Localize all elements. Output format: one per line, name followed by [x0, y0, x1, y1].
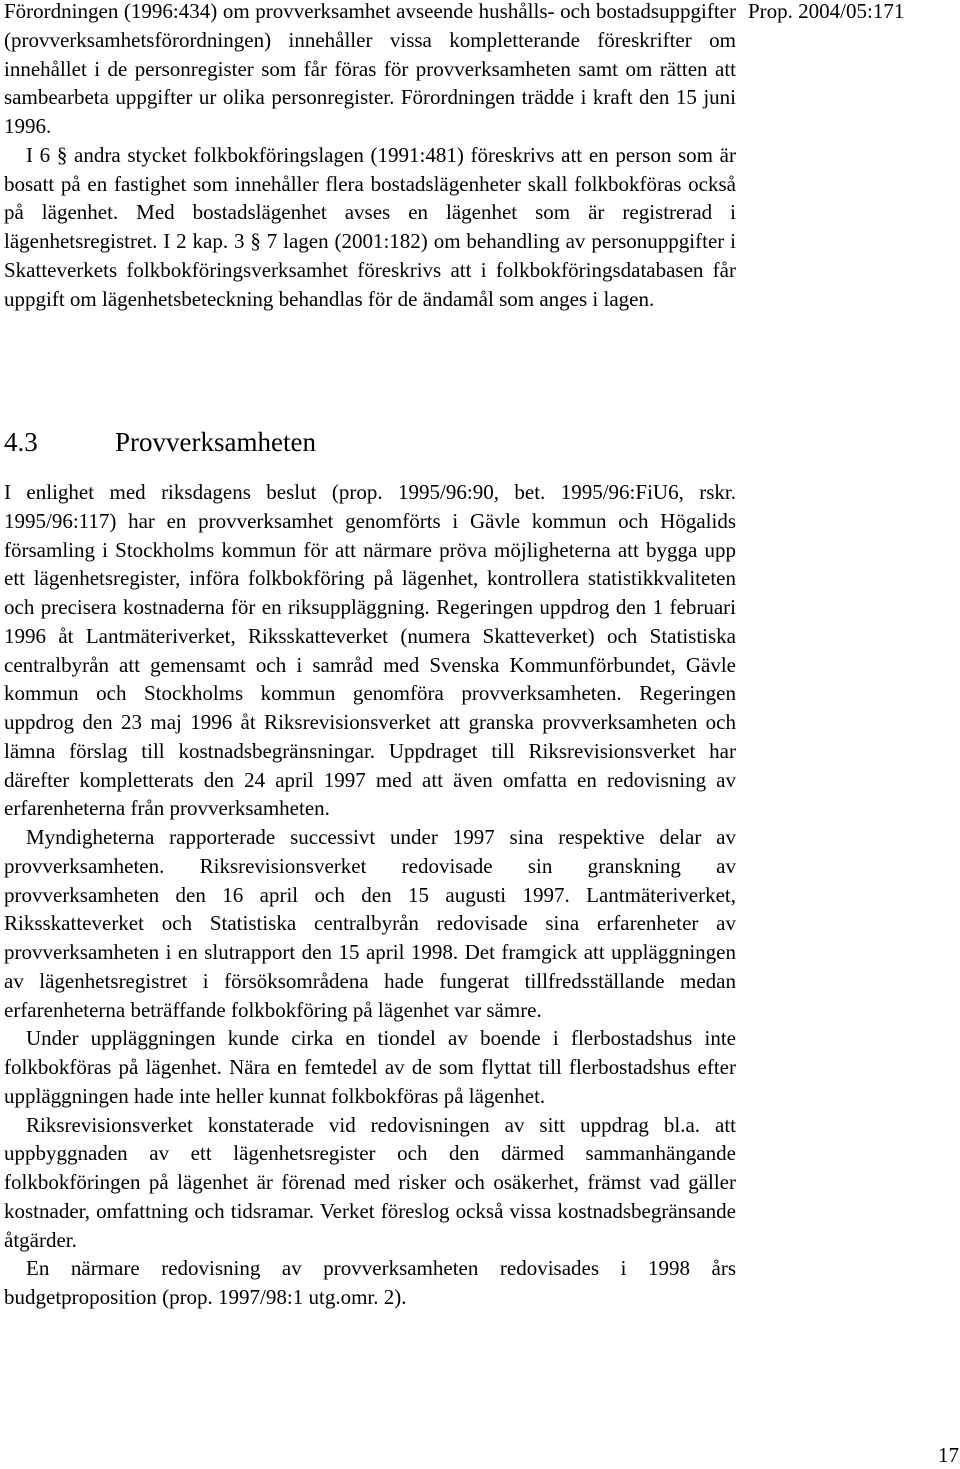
section-body-column [4, 478, 736, 1312]
paragraph-riksrevisionsverket-konstaterade: Riksrevisionsverket konstaterade vid redovisningen av sitt uppdrag bl.a. att uppbyggnaden av ett lägenhetsregister och den därmed sammanhängande folkbokföringen på lägenhet är förenad med risker och osäkerhet, främst vad gäller kostnader, omfattning och tidsramar. Verket föreslog också vissa kostnadsbegränsande åtgärder. [4, 1112, 736, 1252]
top-text-column [4, 0, 736, 313]
paragraph-provverksamhet-genomford: I enlighet med riksdagens beslut (prop. 1995/96:90, bet. 1995/96:FiU6, rskr. 1995/96:117) har en provverksamhet genomförts i Gävle kommun och Högalids församling i Stockholms kommun för att närmare pröva möjligheterna att bygga upp ett lägenhetsregister, införa folkbokföring på lägenhet, kontrollera statistikkvaliteten och precisera kostnaderna för en riksuppläggning. Regeringen uppdrog den 1 februari 1996 åt Lantmäteriverket, Riksskatteverket (numera Skatteverket) och Statistiska centralbyrån att gemensamt och i samråd med Svenska Kommunförbundet, Gävle kommun och Stockholms kommun genomföra provverksamheten. Regeringen uppdrog den 23 maj 1996 åt Riksrevisionsverket att granska provverksamheten och lämna förslag till kostnadsbegränsningar. Uppdraget till Riksrevisionsverket har därefter kompletterats den 24 april 1997 med att även omfatta en redovisning av erfarenheterna från provverksamheten. [4, 480, 736, 821]
paragraph-folkbokforingslagen: I 6 § andra stycket folkbokföringslagen (1991:481) föreskrivs att en person som är bosatt på en fastighet som innehåller flera bostadslägenheter skall folkbokföras också på lägenhet. Med bostadslägenhet avses en lägenhet som är registrerad i lägenhetsregistret. I 2 kap. 3 § 7 lagen (2001:182) om behandling av personuppgifter i Skatteverkets folkbokföringsverksamhet föreskrivs att i folkbokföringsdatabasen får uppgift om lägenhetsbeteckning behandlas för de ändamål som anges i lagen. [4, 142, 736, 311]
paragraph-narmare-redovisning: En närmare redovisning av provverksamheten redovisades i 1998 års budgetproposition (prop. 1997/98:1 utg.omr. 2). [4, 1256, 736, 1309]
page-number: 17 [938, 1443, 959, 1467]
paragraph-under-upplaggningen: Under uppläggningen kunde cirka en tiondel av boende i flerbostadshus inte folkbokföras på lägenhet. Nära en femtedel av de som flyttat till flerbostadshus efter uppläggningen hade inte heller kunnat folkbokföras på lägenhet. [4, 1026, 736, 1108]
section-number: 4.3 [4, 427, 38, 457]
paragraph-provverksamhetsforordningen: Förordningen (1996:434) om provverksamhet avseende hushålls- och bostadsuppgifter (provverksamhetsförordningen) innehåller vissa kompletterande föreskrifter om innehållet i de personregister som får föras för provverksamheten samt om rätten att sambearbeta uppgifter ur olika personregister. Förordningen trädde i kraft den 15 juni 1996. [4, 0, 736, 138]
section-heading [4, 424, 316, 460]
section-title: Provverksamheten [115, 427, 316, 457]
proposition-reference: Prop. 2004/05:171 [748, 0, 905, 23]
paragraph-myndigheterna-rapporterade: Myndigheterna rapporterade successivt under 1997 sina respektive delar av provverksamheten. Riksrevisionsverket redovisade sin granskning av provverksamheten den 16 april och den 15 augusti 1997. Lantmäteriverket, Riksskatteverket och Statistiska centralbyrån redovisade sina erfarenheter av provverksamheten i en slutrapport den 15 april 1998. Det framgick att uppläggningen av lägenhetsregistret i försöksområdena hade fungerat tillfredsställande medan erfarenheterna beträffande folkbokföring på lägenhet var sämre. [4, 825, 736, 1022]
